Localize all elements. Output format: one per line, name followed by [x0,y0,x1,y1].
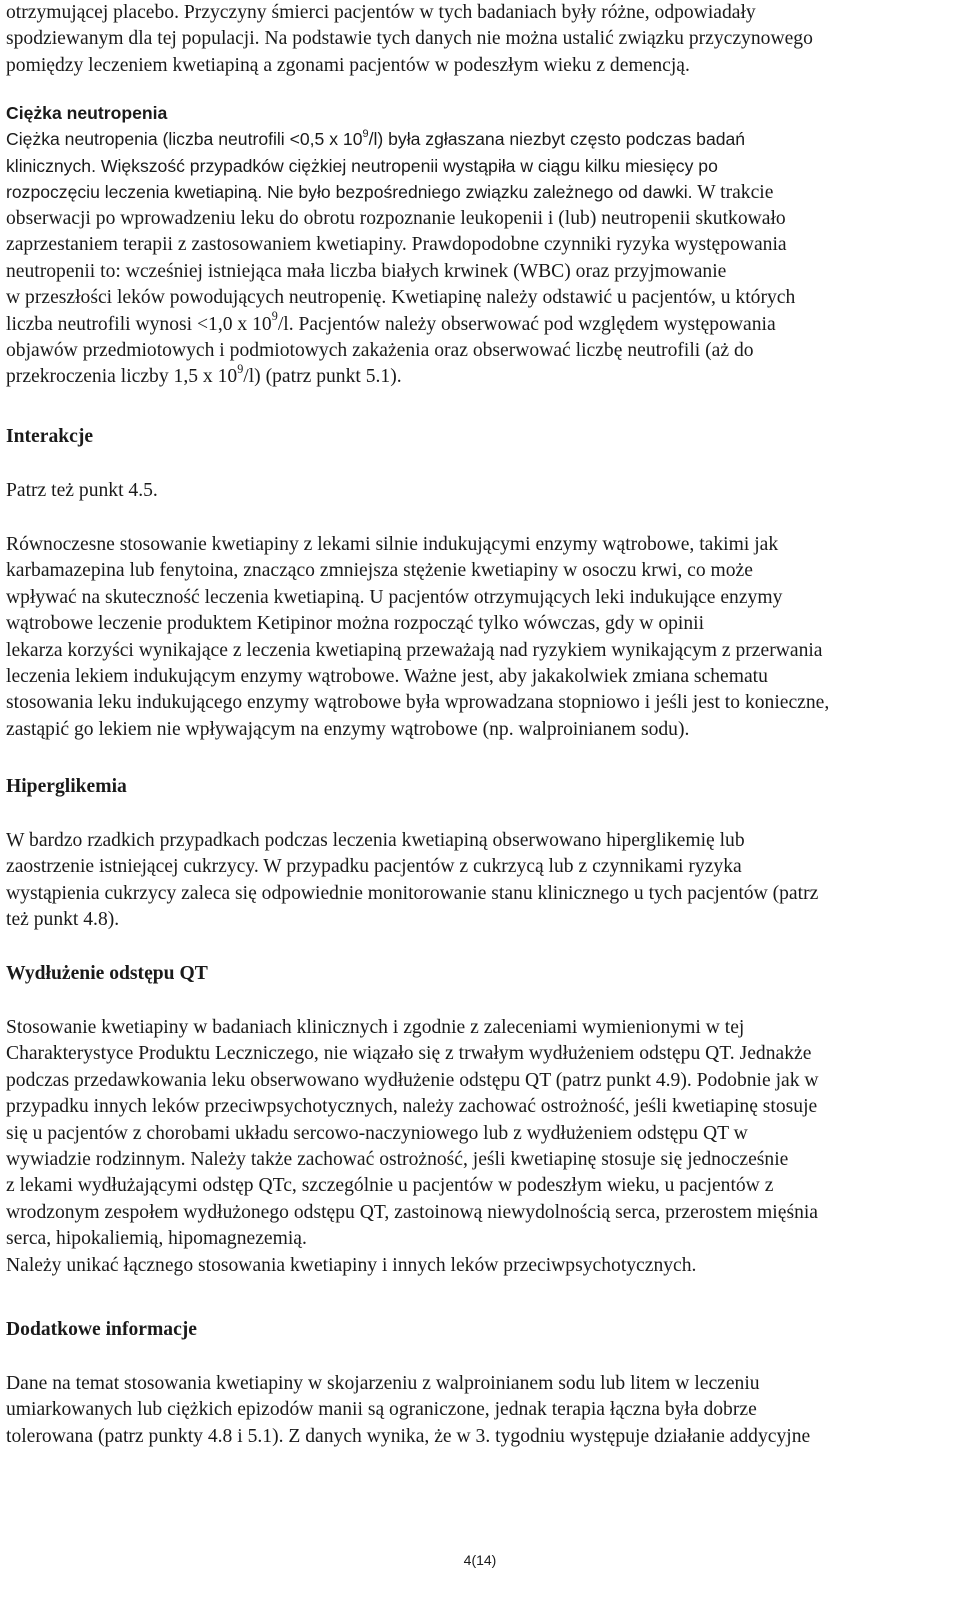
text-line: zastąpić go lekiem nie wpływającym na enzymy wątrobowe (np. walproinianem sodu). [6,718,690,740]
text-line: umiarkowanych lub ciężkich epizodów manii są ograniczone, jednak terapia łączna była dobrze [6,1399,757,1421]
hiperglikemia-paragraph [6,828,956,934]
text-line: objawów przedmiotowych i podmiotowych zakażenia oraz obserwować liczbę neutrofili (aż do [6,340,754,362]
text-line: klinicznych. Większość przypadków ciężkiej neutropenii wystąpiła w ciągu kilku miesięcy po [6,155,718,176]
neutropenia-paragraph [6,206,956,391]
text-line: leczenia lekiem indukującym enzymy wątrobowe. Ważne jest, aby jakakolwiek zmiana schematu [6,666,768,688]
text-line: spodziewanym dla tej populacji. Na podstawie tych danych nie można ustalić związku przyczynowego [6,28,813,50]
section-heading: Ciężka neutropenia [6,103,168,123]
qt-heading-block [6,961,956,987]
text-line: tolerowana (patrz punkty 4.8 i 5.1). Z danych wynika, że w 3. tygodniu występuje działanie addycyjne [6,1425,811,1447]
intro-paragraph [6,0,956,79]
text-line: serca, hipokaliemią, hipomagnezemią. [6,1228,307,1250]
section-heading: Wydłużenie odstępu QT [6,963,208,984]
section-heading: Interakcje [6,426,94,447]
text-line: wątrobowe leczenie produktem Ketipinor można rozpocząć tylko wówczas, gdy w opinii [6,613,705,635]
text-line: też punkt 4.8). [6,909,120,931]
interakcje-heading-block [6,424,956,450]
interakcje-paragraph [6,532,956,743]
text-line: neutropenii to: wcześniej istniejąca mała liczba białych krwinek (WBC) oraz przyjmowanie [6,260,727,282]
text-line: Stosowanie kwetiapiny w badaniach klinicznych i zgodnie z zaleceniami wymienionymi w tej [6,1017,745,1038]
text-line: Charakterystyce Produktu Leczniczego, nie wiązało się z trwałym wydłużeniem odstępu QT. Jednakże [6,1043,812,1065]
dodatkowe-heading-block [6,1317,956,1343]
text-line: z lekami wydłużającymi odstęp QTc, szczególnie u pacjentów w podeszłym wieku, u pacjentów z [6,1175,774,1197]
text-line: Patrz też punkt 4.5. [6,480,158,501]
text-line: pomiędzy leczeniem kwetiapiną a zgonami pacjentów w podeszłym wieku z demencją. [6,54,690,76]
text-line: przypadku innych leków przeciwpsychotycznych, należy zachować ostrożność, jeśli kwetiapinę stosuje [6,1096,818,1118]
text-line: wpływać na skuteczność leczenia kwetiapiną. U pacjentów otrzymujących leki indukujące enzymy [6,586,783,608]
text-line: rozpoczęciu leczenia kwetiapiną. Nie było bezpośredniego związku zależnego od dawki. W trakcie [6,182,774,204]
text-line: zaostrzenie istniejącej cukrzycy. W przypadku pacjentów z cukrzycą lub z czynnikami ryzyka [6,856,742,878]
text-line: zaprzestaniem terapii z zastosowaniem kwetiapiny. Prawdopodobne czynniki ryzyka występowania [6,234,787,256]
section-heading: Dodatkowe informacje [6,1319,198,1340]
text-line: wywiadzie rodzinnym. Należy także zachować ostrożność, jeśli kwetiapinę stosuje się jednocześnie [6,1149,789,1171]
text-line: obserwacji po wprowadzeniu leku do obrotu rozpoznanie leukopenii i (lub) neutropenii skutkowało [6,208,786,229]
neutropenia-section [6,100,956,207]
text-line: wystąpienia cukrzycy zaleca się odpowiednie monitorowanie stanu klinicznego u tych pacjentów (patrz [6,882,819,904]
text-line: W bardzo rzadkich przypadkach podczas leczenia kwetiapiną obserwowano hiperglikemię lub [6,830,745,851]
text-line: się u pacjentów z chorobami układu sercowo-naczyniowego lub z wydłużeniem odstępu QT w [6,1122,748,1144]
text-line: w przeszłości leków powodujących neutropenię. Kwetiapinę należy odstawić u pacjentów, u których [6,287,796,309]
text-line: otrzymującej placebo. Przyczyny śmierci pacjentów w tych badaniach były różne, odpowiadały [6,2,756,23]
text-line: Należy unikać łącznego stosowania kwetiapiny i innych leków przeciwpsychotycznych. [6,1254,697,1276]
text-line: przekroczenia liczby 1,5 x $10^9/l$) (patrz punkt 5.1). [6,362,402,388]
qt-paragraph [6,1015,956,1279]
text-line: stosowania leku indukującego enzymy wątrobowe była wprowadzana stopniowo i jeśli jest to konieczne, [6,692,830,714]
section-heading: Hiperglikemia [6,776,127,797]
page-number: 4(14) [463,1552,497,1568]
text-line: Dane na temat stosowania kwetiapiny w skojarzeniu z walproinianem sodu lub litem w leczeniu [6,1373,760,1394]
dodatkowe-paragraph [6,1371,956,1450]
text-line: wrodzonym zespołem wydłużonego odstępu QT, zastoinową niewydolnością serca, przerostem mięśnia [6,1201,819,1223]
text-line: Równoczesne stosowanie kwetiapiny z lekami silnie indukującymi enzymy wątrobowe, takimi jak [6,534,779,555]
text-line: karbamazepina lub fenytoina, znacząco zmniejsza stężenie kwetiapiny w osoczu krwi, co może [6,560,753,582]
interakcje-reference [6,478,956,504]
hiperglikemia-heading-block [6,774,956,800]
text-line: podczas przedawkowania leku obserwowano wydłużenie odstępu QT (patrz punkt 4.9). Podobnie jak w [6,1069,819,1091]
text-line: liczba neutrofili wynosi <1,0 x $10^9/l$. Pacjentów należy obserwować pod względem występowania [6,309,776,335]
text-line: Ciężka neutropenia (liczba neutrofili <0,5 x $10^9/l$) była zgłaszana niezbyt często podczas badań [6,127,746,150]
text-line: lekarza korzyści wynikające z leczenia kwetiapiną przeważają nad ryzykiem wynikającym z przerwania [6,639,823,661]
